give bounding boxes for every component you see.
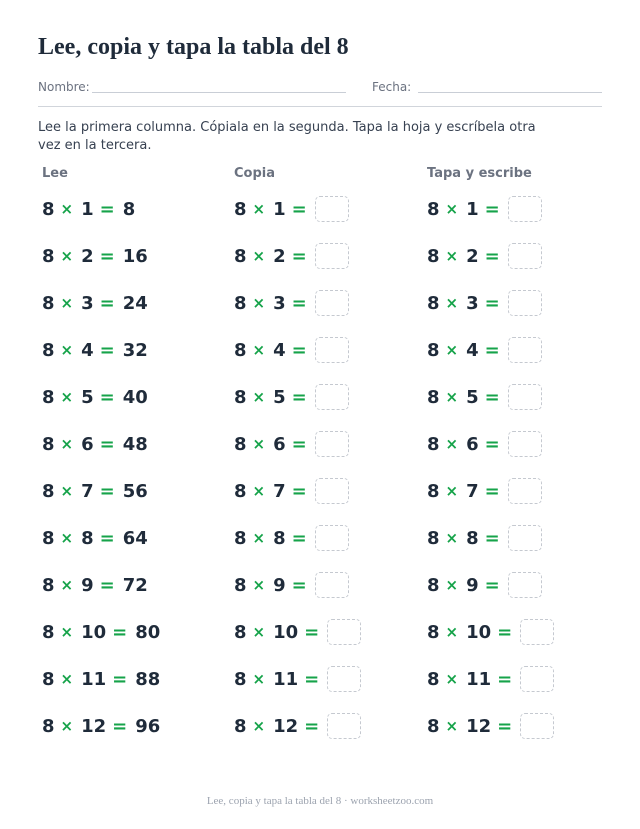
equals-sign: = [291,527,307,549]
factor-a: 8 [234,339,247,361]
answer-box[interactable] [315,196,349,222]
equation-row [427,618,554,646]
equals-sign: = [112,715,128,737]
factor-a: 8 [42,668,55,690]
factor-b: 5 [81,386,94,408]
times-sign: × [445,200,459,218]
equals-sign: = [484,198,500,220]
date-label: Fecha: [372,80,412,94]
equals-sign: = [291,386,307,408]
equation-row [42,524,148,552]
factor-b: 11 [273,668,299,690]
factor-a: 8 [234,386,247,408]
equals-sign: = [99,574,115,596]
times-sign: × [60,576,74,594]
answer-box[interactable] [327,713,361,739]
answer-box[interactable] [315,478,349,504]
equation-row [427,195,542,223]
answer-box[interactable] [315,572,349,598]
times-sign: × [252,482,266,500]
column-header-read: Lee [42,166,68,181]
equation-row [234,195,349,223]
answer-box[interactable] [315,431,349,457]
factor-b: 6 [273,433,286,455]
factor-a: 8 [427,527,440,549]
factor-a: 8 [427,292,440,314]
student-fields [38,78,602,98]
times-sign: × [252,717,266,735]
product-value: 56 [122,480,148,502]
equals-sign: = [99,339,115,361]
equation-row [42,336,148,364]
equals-sign: = [291,433,307,455]
equals-sign: = [304,668,320,690]
factor-a: 8 [427,480,440,502]
factor-b: 11 [81,668,107,690]
equals-sign: = [291,339,307,361]
equation-row [234,665,361,693]
equation-row [234,289,349,317]
factor-a: 8 [234,292,247,314]
factor-b: 12 [466,715,492,737]
answer-box[interactable] [508,337,542,363]
factor-b: 8 [466,527,479,549]
equals-sign: = [99,480,115,502]
equation-row [427,383,542,411]
equation-row [42,430,148,458]
factor-a: 8 [427,339,440,361]
equation-row [427,289,542,317]
factor-b: 10 [81,621,107,643]
equation-row [42,477,148,505]
equals-sign: = [497,621,513,643]
factor-b: 12 [81,715,107,737]
equals-sign: = [484,339,500,361]
equals-sign: = [484,527,500,549]
factor-b: 4 [81,339,94,361]
factor-b: 11 [466,668,492,690]
equation-row [42,618,160,646]
equals-sign: = [99,292,115,314]
product-value: 96 [135,715,161,737]
equals-sign: = [484,386,500,408]
answer-box[interactable] [520,713,554,739]
product-value: 48 [122,433,148,455]
product-value: 40 [122,386,148,408]
times-sign: × [445,435,459,453]
times-sign: × [60,482,74,500]
column-header-copy: Copia [234,166,276,181]
factor-a: 8 [427,245,440,267]
times-sign: × [445,623,459,641]
factor-b: 1 [81,198,94,220]
product-value: 16 [122,245,148,267]
times-sign: × [60,717,74,735]
answer-box[interactable] [327,666,361,692]
factor-b: 3 [81,292,94,314]
factor-a: 8 [42,574,55,596]
factor-a: 8 [234,527,247,549]
times-sign: × [60,435,74,453]
times-sign: × [252,247,266,265]
factor-b: 8 [273,527,286,549]
factor-a: 8 [234,480,247,502]
equals-sign: = [99,527,115,549]
product-value: 88 [135,668,161,690]
times-sign: × [252,576,266,594]
times-sign: × [60,341,74,359]
product-value: 72 [122,574,148,596]
factor-b: 4 [466,339,479,361]
times-sign: × [60,200,74,218]
equation-row [234,571,349,599]
factor-b: 7 [466,480,479,502]
factor-b: 7 [273,480,286,502]
factor-a: 8 [234,198,247,220]
equals-sign: = [291,245,307,267]
product-value: 80 [135,621,161,643]
product-value: 8 [122,198,136,220]
factor-b: 5 [466,386,479,408]
page-title: Lee, copia y tapa la tabla del 8 [38,34,349,60]
equals-sign: = [99,198,115,220]
factor-a: 8 [234,621,247,643]
equation-row [427,430,542,458]
column-header-cover: Tapa y escribe [427,166,532,181]
factor-b: 9 [81,574,94,596]
factor-b: 3 [273,292,286,314]
equation-row [42,195,135,223]
equation-row [42,383,148,411]
answer-box[interactable] [315,290,349,316]
equation-row [234,712,361,740]
equals-sign: = [112,621,128,643]
product-value: 64 [122,527,148,549]
answer-box[interactable] [508,384,542,410]
answer-box[interactable] [508,290,542,316]
factor-a: 8 [42,433,55,455]
factor-b: 1 [273,198,286,220]
factor-b: 2 [81,245,94,267]
times-sign: × [445,388,459,406]
factor-b: 9 [466,574,479,596]
factor-a: 8 [42,715,55,737]
factor-a: 8 [42,527,55,549]
times-sign: × [252,623,266,641]
times-sign: × [252,388,266,406]
equals-sign: = [99,386,115,408]
times-sign: × [445,247,459,265]
factor-a: 8 [234,574,247,596]
instructions: Lee la primera columna. Cópiala en la segunda. Tapa la hoja y escríbela otra vez en la tercera. [38,120,536,153]
times-sign: × [60,529,74,547]
factor-b: 1 [466,198,479,220]
product-value: 24 [122,292,148,314]
factor-a: 8 [42,198,55,220]
factor-b: 2 [466,245,479,267]
times-sign: × [252,435,266,453]
equals-sign: = [304,621,320,643]
factor-b: 9 [273,574,286,596]
equals-sign: = [484,480,500,502]
factor-b: 7 [81,480,94,502]
answer-box[interactable] [508,431,542,457]
header-divider [38,106,602,107]
times-sign: × [252,200,266,218]
factor-a: 8 [234,668,247,690]
times-sign: × [445,294,459,312]
equation-row [234,524,349,552]
factor-a: 8 [427,621,440,643]
equals-sign: = [291,480,307,502]
equals-sign: = [99,245,115,267]
equals-sign: = [112,668,128,690]
factor-b: 4 [273,339,286,361]
name-field[interactable] [92,92,346,93]
factor-a: 8 [42,339,55,361]
factor-a: 8 [42,480,55,502]
factor-b: 6 [466,433,479,455]
factor-b: 12 [273,715,299,737]
answer-box[interactable] [315,525,349,551]
equation-row [42,242,148,270]
factor-a: 8 [42,292,55,314]
times-sign: × [252,529,266,547]
factor-b: 3 [466,292,479,314]
equals-sign: = [497,668,513,690]
answer-box[interactable] [508,196,542,222]
factor-b: 2 [273,245,286,267]
times-sign: × [60,388,74,406]
times-sign: × [252,294,266,312]
factor-a: 8 [427,386,440,408]
factor-b: 10 [273,621,299,643]
answer-box[interactable] [508,572,542,598]
equals-sign: = [484,245,500,267]
times-sign: × [445,576,459,594]
factor-a: 8 [427,198,440,220]
factor-b: 10 [466,621,492,643]
answer-box[interactable] [508,243,542,269]
answer-box[interactable] [315,384,349,410]
factor-a: 8 [234,433,247,455]
factor-a: 8 [427,574,440,596]
times-sign: × [445,482,459,500]
times-sign: × [252,670,266,688]
times-sign: × [445,670,459,688]
product-value: 32 [122,339,148,361]
factor-a: 8 [42,386,55,408]
factor-a: 8 [427,668,440,690]
equation-row [427,665,554,693]
equals-sign: = [497,715,513,737]
equation-row [42,712,160,740]
footer: Lee, copia y tapa la tabla del 8 · worksheetzoo.com [206,795,434,807]
equals-sign: = [484,574,500,596]
equals-sign: = [291,574,307,596]
equation-row [427,571,542,599]
equation-row [427,477,542,505]
factor-b: 8 [81,527,94,549]
equation-row [234,242,349,270]
times-sign: × [445,717,459,735]
equation-row [427,242,542,270]
equation-row [234,477,349,505]
equals-sign: = [99,433,115,455]
equation-row [42,289,148,317]
equation-row [42,571,148,599]
equation-row [427,336,542,364]
factor-a: 8 [234,245,247,267]
equation-row [427,712,554,740]
equals-sign: = [484,292,500,314]
times-sign: × [60,247,74,265]
factor-a: 8 [42,621,55,643]
equation-row [427,524,542,552]
answer-box[interactable] [508,525,542,551]
equation-row [234,430,349,458]
equals-sign: = [291,198,307,220]
times-sign: × [252,341,266,359]
equation-row [234,383,349,411]
factor-a: 8 [234,715,247,737]
answer-box[interactable] [520,666,554,692]
equals-sign: = [304,715,320,737]
times-sign: × [445,341,459,359]
equation-row [234,618,361,646]
factor-a: 8 [427,715,440,737]
answer-box[interactable] [508,478,542,504]
answer-box[interactable] [520,619,554,645]
times-sign: × [60,623,74,641]
answer-box[interactable] [315,243,349,269]
times-sign: × [60,670,74,688]
date-field[interactable] [418,92,602,93]
factor-b: 6 [81,433,94,455]
times-sign: × [445,529,459,547]
answer-box[interactable] [327,619,361,645]
factor-a: 8 [427,433,440,455]
equals-sign: = [484,433,500,455]
equation-row [234,336,349,364]
factor-b: 5 [273,386,286,408]
equation-row [42,665,160,693]
equals-sign: = [291,292,307,314]
name-label: Nombre: [38,80,90,94]
answer-box[interactable] [315,337,349,363]
times-sign: × [60,294,74,312]
factor-a: 8 [42,245,55,267]
